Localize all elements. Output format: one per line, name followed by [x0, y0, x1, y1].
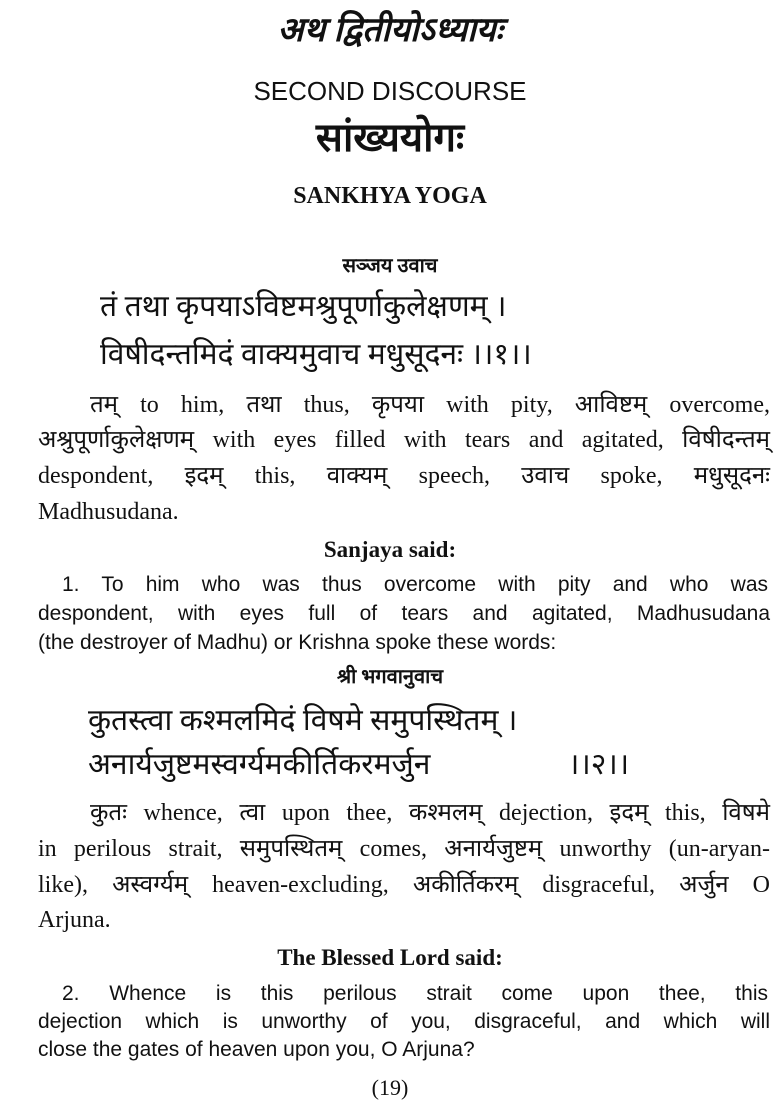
word-meaning-line: कुतः whence, त्वा upon thee, कश्मलम् dejection, इदम् this, विषमे [90, 800, 770, 826]
word-meaning-line: अश्रुपूर्णाकुलेक्षणम् with eyes filled with tears and agitated, विषीदन्तम् [38, 427, 770, 453]
translation-line: close the gates of heaven upon you, O Arjuna? [38, 1038, 475, 1061]
discourse-title: SECOND DISCOURSE [253, 76, 527, 106]
verse2-speaker: श्री भगवानुवाच [336, 666, 444, 688]
word-meaning-line: in perilous strait, समुपस्थितम् comes, अनार्यजुष्टम् unworthy (un-aryan- [38, 836, 770, 862]
verse2-line: अनार्यजुष्टमस्वर्ग्यमकीर्तिकरमर्जुन [88, 748, 431, 781]
verse2-line: कुतस्त्वा कश्मलमिदं विषमे समुपस्थितम् । [88, 704, 518, 737]
word-meaning-line: Arjuna. [38, 907, 111, 933]
translation-line: despondent, with eyes full of tears and agitated, Madhusudana [38, 602, 770, 625]
word-meaning-line: like), अस्वर्ग्यम् heaven-excluding, अकीर्तिकरम् disgraceful, अर्जुन O [38, 872, 770, 898]
translation-line: (the destroyer of Madhu) or Krishna spoke these words: [38, 631, 557, 654]
translation-line: 1. To him who was thus overcome with pity and who was [62, 573, 768, 596]
word-meaning-line: Madhusudana. [38, 499, 179, 525]
blessed-lord-said-heading: The Blessed Lord said: [277, 945, 503, 970]
verse2-number: ।।२।। [568, 748, 630, 781]
chapter-title: अथ द्वितीयोऽध्यायः [277, 12, 503, 49]
verse1-line: विषीदन्तमिदं वाक्यमुवाच मधुसूदनः ।।१।। [100, 338, 532, 371]
translation-line: 2. Whence is this perilous strait come upon thee, this [62, 982, 768, 1005]
sanskrit-heading: सांख्ययोगः [315, 115, 465, 160]
word-meaning-line: तम् to him, तथा thus, कृपया with pity, आविष्टम् overcome, [90, 392, 770, 418]
english-heading: SANKHYA YOGA [293, 183, 487, 209]
sanjaya-said-heading: Sanjaya said: [323, 537, 457, 562]
translation-line: dejection which is unworthy of you, disgraceful, and which will [38, 1010, 770, 1033]
verse1-line: तं तथा कृपयाऽविष्टमश्रुपूर्णाकुलेक्षणम् । [100, 290, 507, 323]
page-number: (19) [371, 1075, 409, 1100]
word-meaning-line: despondent, इदम् this, वाक्यम् speech, उवाच spoke, मधुसूदनः [38, 463, 770, 489]
verse1-speaker: सञ्जय उवाच [342, 255, 438, 277]
